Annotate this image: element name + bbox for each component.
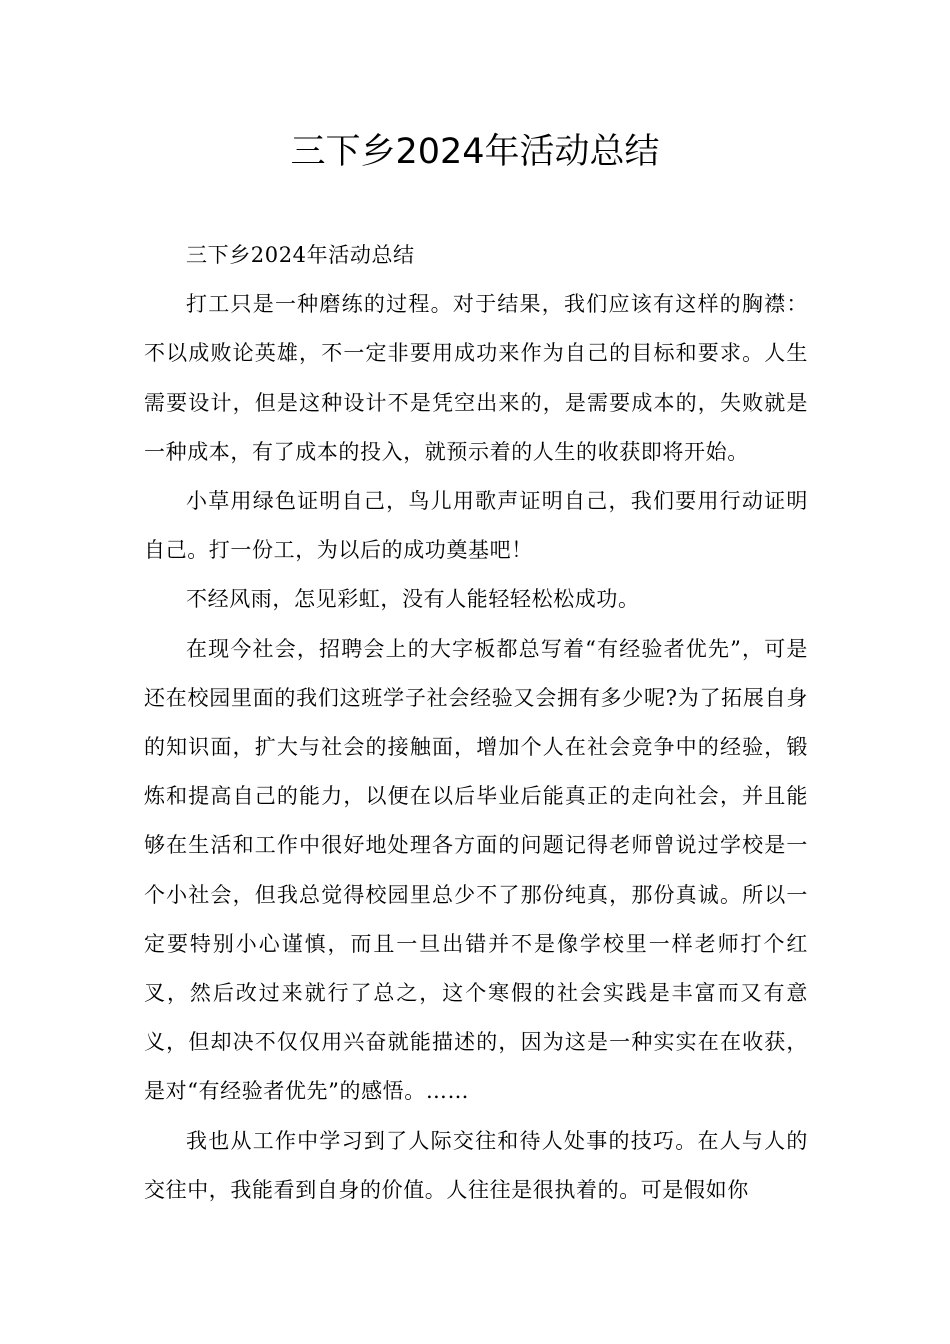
paragraph: 小草用绿色证明自己，鸟儿用歌声证明自己，我们要用行动证明自己。打一份工，为以后的成功奠基吧！ (144, 489, 808, 563)
paragraph: 我也从工作中学习到了人际交往和待人处事的技巧。在人与人的交往中，我能看到自身的价值。人往往是很执着的。可是假如你 (144, 1128, 808, 1202)
paragraph-subtitle: 三下乡2024年活动总结 (186, 243, 415, 267)
paragraph: 不经风雨，怎见彩虹，没有人能轻轻松松成功。 (186, 587, 640, 612)
paragraph: 打工只是一种磨练的过程。对于结果，我们应该有这样的胸襟：不以成败论英雄，不一定非要用成功来作为自己的目标和要求。人生需要设计，但是这种设计不是凭空出来的，是需要成本的，失败就是一种成本，有了成本的投入，就预示着的人生的收获即将开始。 (144, 292, 808, 464)
paragraph: 在现今社会，招聘会上的大字板都总写着“有经验者优先”，可是还在校园里面的我们这班学子社会经验又会拥有多少呢?为了拓展自身的知识面，扩大与社会的接触面，增加个人在社会竞争中的经验，锻炼和提高自己的能力，以便在以后毕业后能真正的走向社会，并且能够在生活和工作中很好地处理各方面的问题记得老师曾说过学校是一个小社会，但我总觉得校园里总少不了那份纯真，那份真诚。所以一定要特别小心谨慎，而且一旦出错并不是像学校里一样老师打个红叉，然后改过来就行了总之，这个寒假的社会实践是丰富而又有意义，但却决不仅仅用兴奋就能描述的，因为这是一种实实在在收获，是对“有经验者优先”的感悟。…… (144, 636, 808, 1104)
document-title: 三下乡2024年活动总结 (290, 132, 660, 172)
document-body (144, 231, 808, 1215)
